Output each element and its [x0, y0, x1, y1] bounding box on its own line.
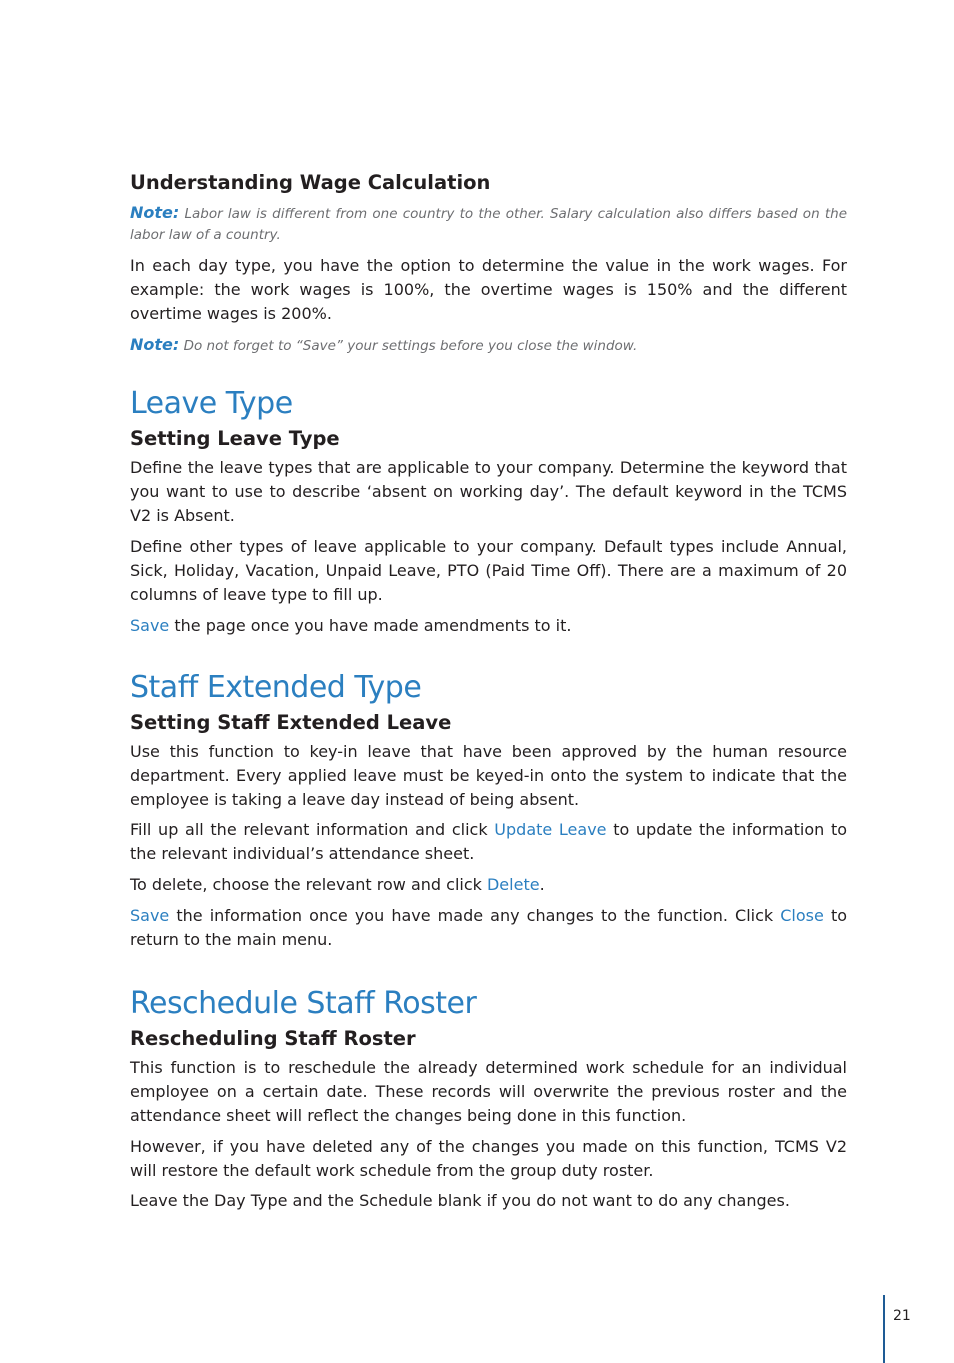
wage-heading: Understanding Wage Calculation	[130, 171, 491, 194]
leave-paragraph-3	[130, 614, 847, 638]
page-content	[130, 168, 847, 1213]
note-1-text: Labor law is different from one country to the other. Salary calculation also differs based on the labor law of a country.	[130, 206, 847, 243]
staff-p2-text-a: Fill up all the relevant information and click	[130, 820, 495, 839]
staff-paragraph-1: Use this function to key-in leave that have been approved by the human resource department. Every applied leave must be keyed-in onto the system to indicate that the employee is taking a leave day instead of being absent.	[130, 742, 847, 809]
note-2-text: Do not forget to “Save” your settings before you close the window.	[179, 338, 638, 354]
setting-leave-type-heading: Setting Leave Type	[130, 427, 340, 450]
save-link[interactable]: Save	[130, 616, 170, 635]
roster-paragraph-1: This function is to reschedule the already determined work schedule for an individual employee on a certain date. These records will overwrite the previous roster and the attendance sheet will reflect the changes being done in this function.	[130, 1058, 847, 1125]
page-number-divider	[883, 1295, 885, 1363]
staff-p2-text-b: to update the information to the relevant individual’s attendance sheet.	[130, 820, 848, 863]
roster-paragraph-3: Leave the Day Type and the Schedule blank if you do not want to do any changes.	[130, 1191, 790, 1210]
note-2	[130, 334, 847, 357]
staff-p4-text-b: to return to the main menu.	[130, 906, 847, 949]
staff-paragraph-3	[130, 873, 847, 897]
note-1	[130, 202, 847, 246]
reschedule-staff-roster-title: Reschedule Staff Roster	[130, 986, 477, 1021]
setting-staff-extended-leave-heading: Setting Staff Extended Leave	[130, 711, 452, 734]
leave-paragraph-2: Define other types of leave applicable to your company. Default types include Annual, Sick, Holiday, Vacation, Unpaid Leave, PTO (Paid Time Off). There are a maximum of 20 columns of leave type to fill up.	[130, 537, 847, 604]
leave-paragraph-1: Define the leave types that are applicable to your company. Determine the keyword that you want to use to describe ‘absent on working day’. The default keyword in the TCMS V2 is Absent.	[130, 458, 847, 525]
note-2-label: Note:	[130, 335, 180, 354]
staff-p3-text-b: .	[539, 875, 545, 894]
delete-link[interactable]: Delete	[486, 875, 540, 894]
leave-save-text: the page once you have made amendments to it.	[169, 616, 572, 635]
staff-paragraph-2	[130, 818, 847, 866]
staff-p4-text-a: the information once you have made any changes to the function. Click	[169, 906, 781, 925]
wage-paragraph: In each day type, you have the option to determine the value in the work wages. For example: the work wages is 100%, the overtime wages is 150% and the different overtime wages is 200%.	[130, 256, 847, 323]
page-number: 21	[893, 1308, 911, 1324]
staff-extended-type-title: Staff Extended Type	[130, 670, 422, 705]
roster-paragraph-2: However, if you have deleted any of the changes you made on this function, TCMS V2 will restore the default work schedule from the group duty roster.	[130, 1137, 847, 1180]
save-link-2[interactable]: Save	[130, 906, 170, 925]
update-leave-link[interactable]: Update Leave	[494, 820, 607, 839]
note-1-label: Note:	[130, 203, 180, 222]
staff-p3-text-a: To delete, choose the relevant row and click	[130, 875, 487, 894]
rescheduling-staff-roster-heading: Rescheduling Staff Roster	[130, 1027, 416, 1050]
leave-type-title: Leave Type	[130, 386, 293, 421]
close-link[interactable]: Close	[780, 906, 824, 925]
staff-paragraph-4	[130, 904, 847, 952]
